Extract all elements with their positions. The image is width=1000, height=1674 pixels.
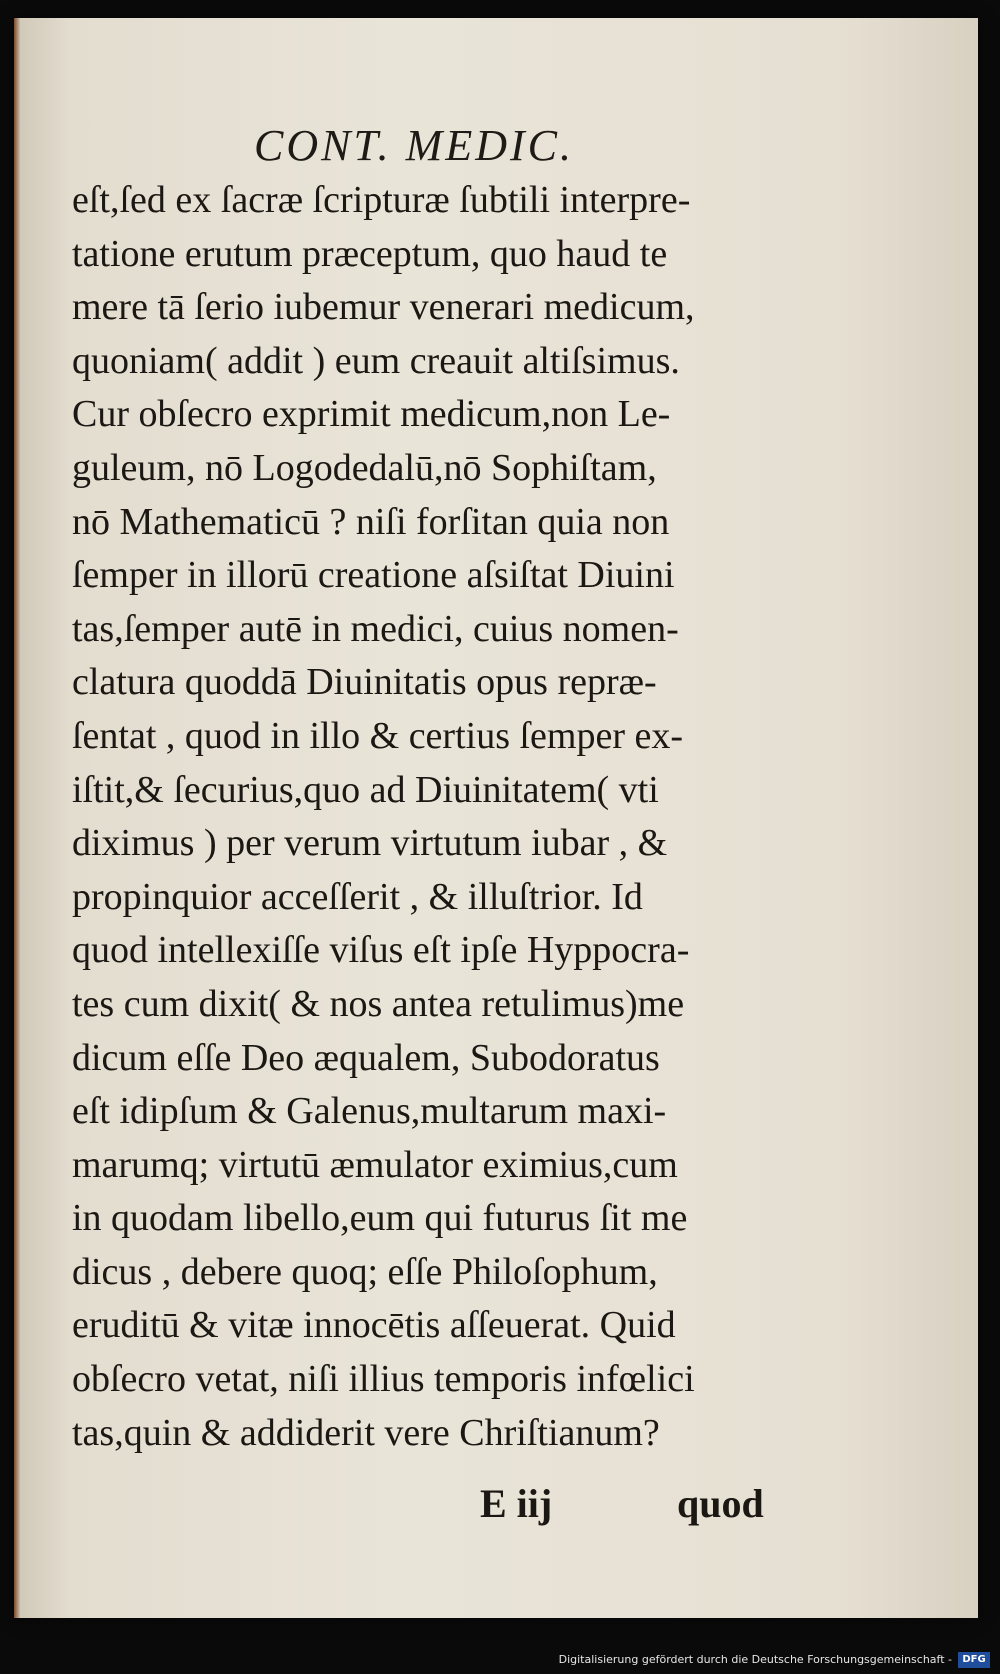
- text-line: quod intellexiſſe viſus eſt ipſe Hyppocra-: [72, 929, 690, 972]
- text-line: diximus ) per verum virtutum iubar , &: [72, 822, 668, 865]
- dfg-logo-icon: DFG: [958, 1652, 990, 1668]
- digitization-credit: Digitalisierung gefördert durch die Deutsche Forschungsgemeinschaft -: [558, 1653, 952, 1666]
- body-text: [72, 174, 812, 1460]
- signature-mark: E iij: [480, 1481, 553, 1526]
- page-binding-edge: [14, 18, 20, 1618]
- footer-bar: [0, 1640, 1000, 1674]
- text-line: eſt idipſum & Galenus,multarum maxi-: [72, 1090, 667, 1133]
- text-line: ſentat , quod in illo & certius ſemper ex-: [72, 714, 684, 757]
- text-line: ſemper in illorū creatione aſsiſtat Diuini: [72, 554, 675, 597]
- text-line: eſt,ſed ex ſacræ ſcripturæ ſubtili interpre-: [72, 179, 691, 221]
- book-page: [14, 18, 978, 1618]
- text-line: obſecro vetat, niſi illius temporis infœlici: [72, 1358, 695, 1401]
- text-line: quoniam( addit ) eum creauit altiſsimus.: [72, 339, 680, 382]
- text-line: iſtit,& ſecurius,quo ad Diuinitatem( vti: [72, 768, 659, 811]
- text-line: in quodam libello,eum qui futurus ſit me: [72, 1197, 688, 1240]
- text-line: tatione erutum præceptum, quo haud te: [72, 232, 668, 275]
- text-line: clatura quoddā Diuinitatis opus repræ-: [72, 661, 657, 704]
- text-line: nō Mathematicū ? niſi forſitan quia non: [72, 500, 670, 543]
- text-line: tes cum dixit( & nos antea retulimus)me: [72, 982, 685, 1025]
- text-line: dicum eſſe Deo æqualem, Subodoratus: [72, 1036, 660, 1079]
- catchword: quod: [677, 1481, 764, 1526]
- text-line: mere tā ſerio iubemur venerari medicum,: [72, 286, 695, 329]
- text-line: marumq; virtutū æmulator eximius,cum: [72, 1143, 678, 1186]
- text-line: dicus , debere quoq; eſſe Philoſophum,: [72, 1250, 658, 1293]
- running-head: CONT. MEDIC.: [254, 121, 574, 170]
- text-line: propinquior acceſſerit , & illuſtrior. Id: [72, 875, 643, 918]
- text-line: tas,quin & addiderit vere Chriſtianum?: [72, 1411, 660, 1454]
- text-line: guleum, nō Logodedalū,nō Sophiſtam,: [72, 446, 657, 489]
- text-line: Cur obſecro exprimit medicum,non Le-: [72, 393, 671, 436]
- text-line: eruditū & vitæ innocētis aſſeuerat. Quid: [72, 1304, 676, 1347]
- text-line: tas,ſemper autē in medici, cuius nomen-: [72, 607, 679, 650]
- page-foot: [72, 1480, 792, 1540]
